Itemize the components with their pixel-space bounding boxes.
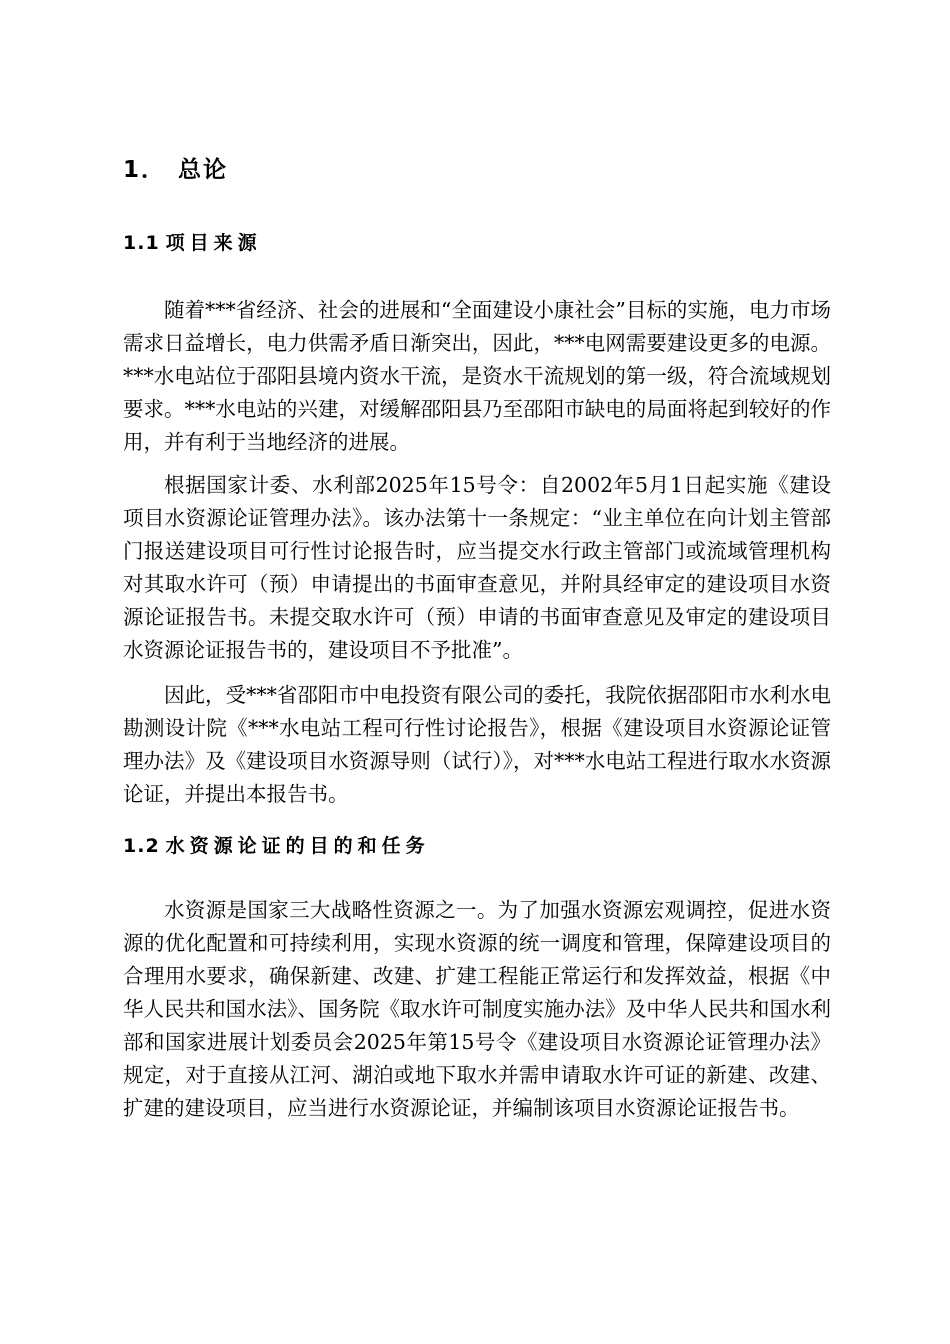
- paragraph: 因此，受***省邵阳市中电投资有限公司的委托，我院依据邵阳市水利水电勘测设计院《***水电站工程可行性讨论报告》，根据《建设项目水资源论证管理办法》及《建设项目水资源导则（试行）》，对***水电站工程进行取水水资源论证，并提出本报告书。: [123, 683, 831, 806]
- section-heading-1-2: [123, 831, 831, 861]
- section-number: 1.1: [123, 232, 160, 254]
- chapter-title: 总论: [178, 157, 229, 183]
- section-number: 1.2: [123, 835, 160, 857]
- section-heading-1-1: [123, 228, 831, 258]
- paragraph: 随着***省经济、社会的进展和“全面建设小康社会”目标的实施，电力市场需求日益增长，电力供需矛盾日渐突出，因此，***电网需要建设更多的电源。***水电站位于邵阳县境内资水干流，是资水干流规划的第一级，符合流域规划要求。***水电站的兴建，对缓解邵阳县乃至邵阳市缺电的局面将起到较好的作用，并有利于当地经济的进展。: [123, 298, 831, 454]
- chapter-heading: [123, 152, 831, 188]
- section-title: 项目来源: [165, 232, 262, 254]
- section-title: 水资源论证的目的和任务: [165, 835, 430, 857]
- paragraph: 根据国家计委、水利部2025年15号令：自2002年5月1日起实施《建设项目水资源论证管理办法》。该办法第十一条规定：“业主单位在向计划主管部门报送建设项目可行性讨论报告时，应当提交水行政主管部门或流域管理机构对其取水许可（预）申请提出的书面审查意见，并附具经审定的建设项目水资源论证报告书。未提交取水许可（预）申请的书面审查意见及审定的建设项目水资源论证报告书的，建设项目不予批准”。: [123, 473, 831, 662]
- document-body: [123, 152, 831, 1125]
- paragraph: 水资源是国家三大战略性资源之一。为了加强水资源宏观调控，促进水资源的优化配置和可持续利用，实现水资源的统一调度和管理，保障建设项目的合理用水要求，确保新建、改建、扩建工程能正常运行和发挥效益，根据《中华人民共和国水法》、国务院《取水许可制度实施办法》及中华人民共和国水利部和国家进展计划委员会2025年第15号令《建设项目水资源论证管理办法》规定，对于直接从江河、湖泊或地下取水并需申请取水许可证的新建、改建、扩建的建设项目，应当进行水资源论证，并编制该项目水资源论证报告书。: [123, 898, 831, 1120]
- chapter-number: 1．: [123, 157, 167, 183]
